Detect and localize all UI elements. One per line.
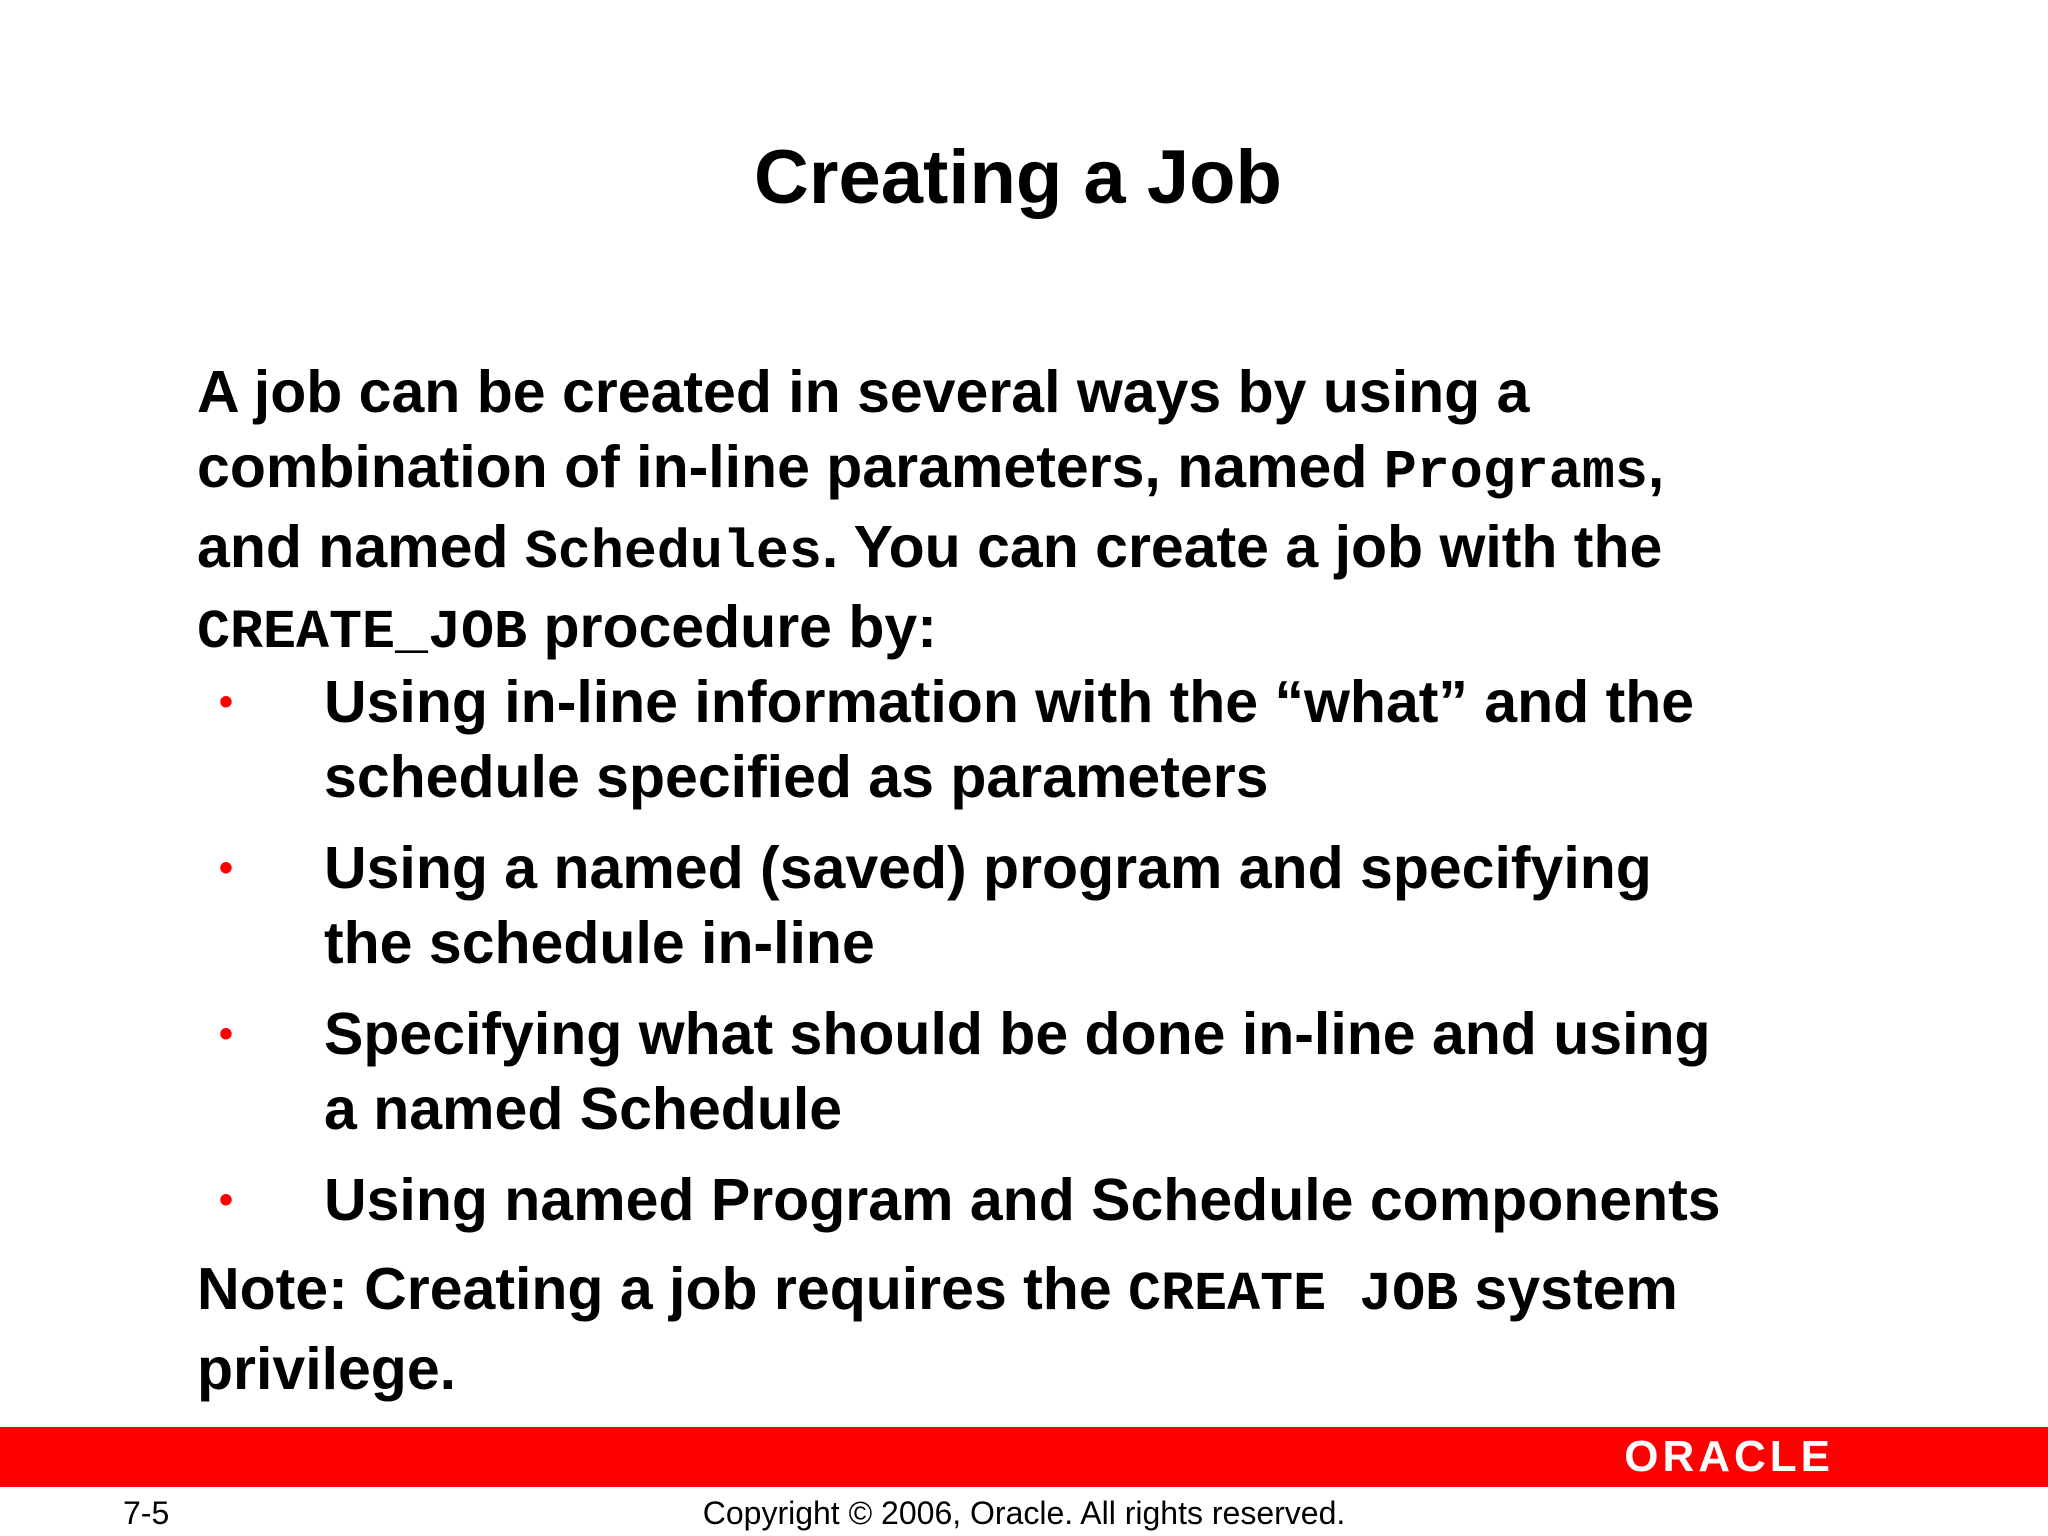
create-job-code: CREATE_JOB: [197, 601, 528, 664]
footer-band: [0, 1427, 2048, 1487]
bullet-icon: •: [219, 680, 234, 724]
intro-line-3-text: and named: [197, 514, 525, 580]
bullet-item: [197, 1163, 1897, 1238]
bullet-icon: •: [219, 1012, 234, 1056]
bullet-line-1: Using named Program and Schedule components: [324, 1167, 1721, 1233]
bullet-line-1: Using in-line information with the “what” and the: [324, 669, 1695, 735]
page-number: 7-5: [123, 1495, 170, 1531]
bullet-item: [197, 997, 1897, 1147]
intro-line-4-end: procedure by:: [527, 594, 937, 660]
bullet-line-1: Specifying what should be done in-line and using: [324, 1001, 1711, 1067]
intro-line-4: [197, 590, 1837, 670]
copyright-notice: Copyright © 2006, Oracle. All rights reserved.: [702, 1495, 1346, 1531]
create-job-privilege-code: CREATE JOB: [1128, 1263, 1459, 1326]
bullet-line-1: Using a named (saved) program and specifying: [324, 835, 1652, 901]
note-line-2: privilege.: [197, 1336, 457, 1402]
bullet-line-2: a named Schedule: [324, 1076, 843, 1142]
note-end: system: [1458, 1256, 1678, 1322]
bullet-icon: •: [219, 846, 234, 890]
intro-line-3-end: . You can create a job with the: [821, 514, 1663, 580]
note-line-1: [197, 1252, 1897, 1332]
intro-line-2-text: combination of in-line parameters, named: [197, 434, 1384, 500]
schedules-code: Schedules: [524, 521, 822, 584]
intro-line-2-end: ,: [1647, 434, 1665, 500]
note-paragraph: [197, 1252, 1897, 1407]
bullet-list: [197, 665, 1897, 1254]
intro-line-2: [197, 430, 1837, 510]
bullet-item: [197, 831, 1897, 981]
programs-code: Programs: [1383, 441, 1648, 504]
oracle-logo: ORACLE: [1624, 1432, 1834, 1481]
intro-paragraph: [197, 355, 1837, 670]
note-text: Note: Creating a job requires the: [197, 1256, 1129, 1322]
bullet-line-2: schedule specified as parameters: [324, 744, 1269, 810]
intro-line-3: [197, 510, 1837, 590]
bullet-item: [197, 665, 1897, 815]
bullet-icon: •: [219, 1178, 234, 1222]
bullet-line-2: the schedule in-line: [324, 910, 875, 976]
intro-line-1: A job can be created in several ways by using a: [197, 359, 1530, 425]
slide-title: Creating a Job: [754, 135, 1282, 220]
